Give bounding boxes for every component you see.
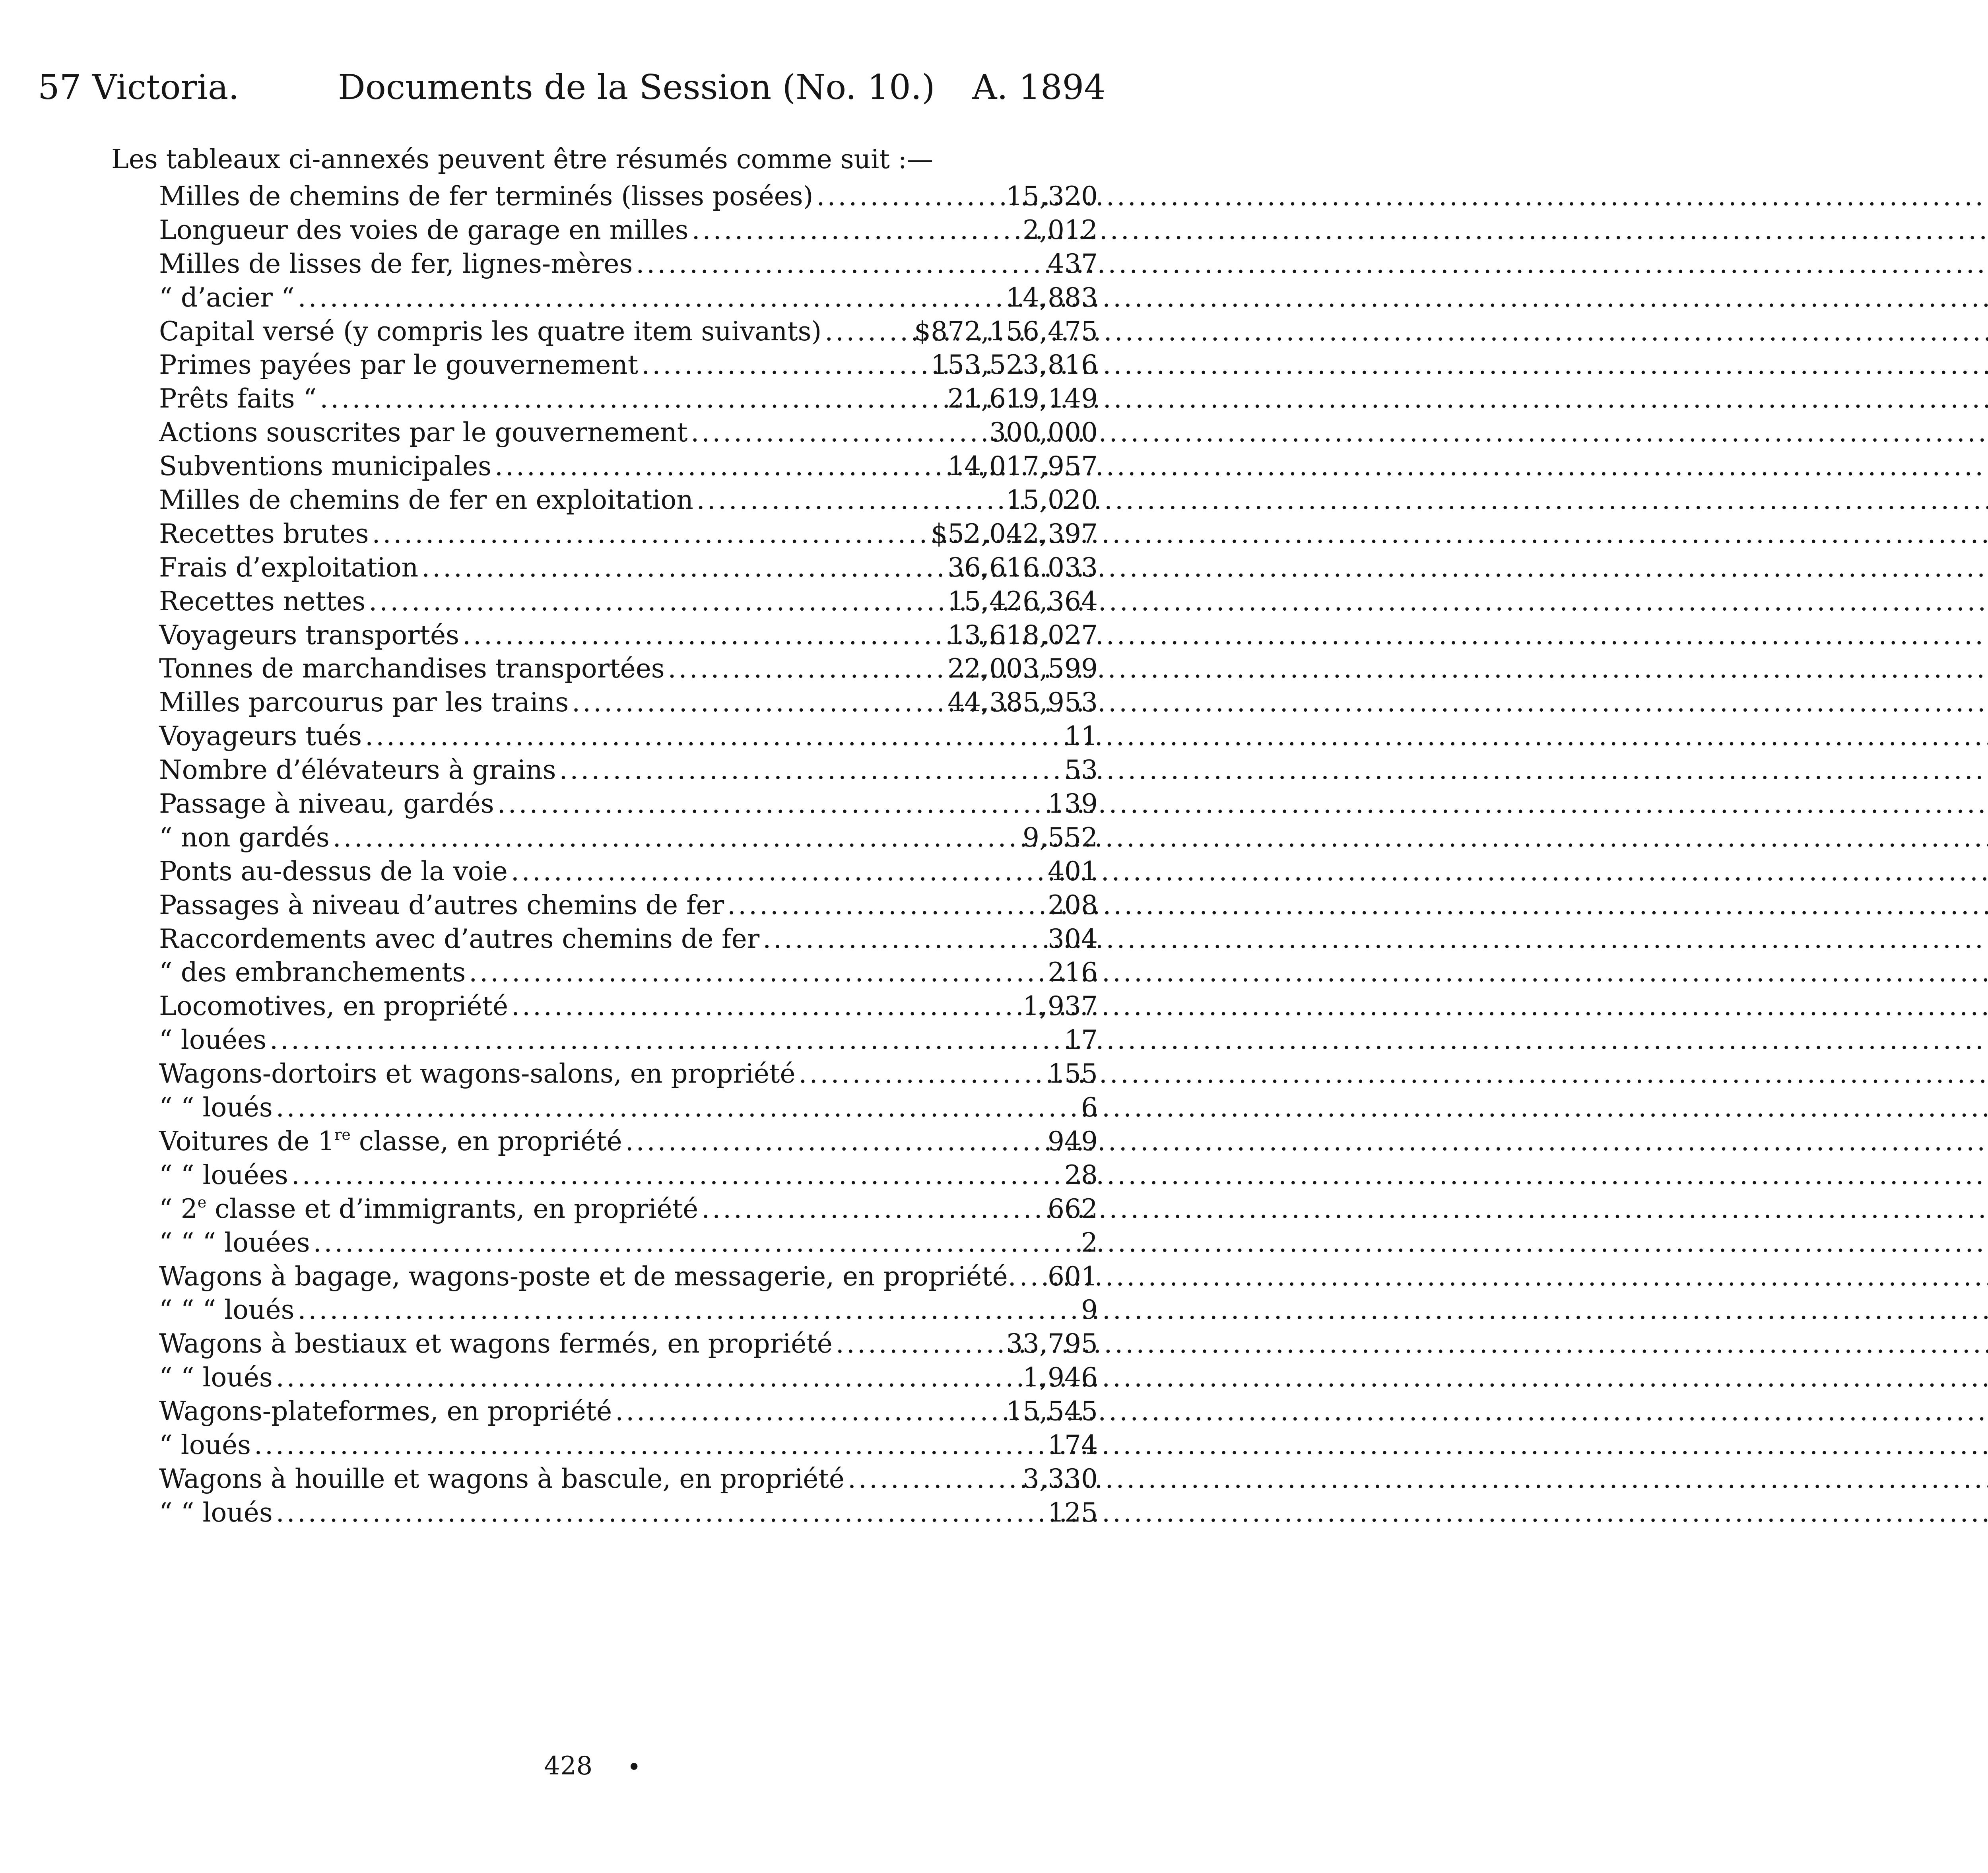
row-label	[159, 890, 926, 920]
row-label-text: Wagons à houille et wagons à bascule, en propriété	[159, 1463, 845, 1494]
row-label-text: Wagons à bestiaux et wagons fermés, en propriété	[159, 1328, 833, 1359]
row-label-text: “ d’acier “	[159, 282, 295, 313]
intro-text: Les tableaux ci-annexés peuvent être résumés comme suit :—	[111, 144, 933, 175]
row-label	[159, 417, 926, 448]
table-row	[0, 1325, 1177, 1359]
table-row	[0, 212, 1177, 245]
row-label	[159, 1092, 926, 1123]
row-label	[159, 1261, 1016, 1292]
dot-leader	[556, 755, 1988, 785]
table-row	[0, 954, 1177, 988]
table-row	[0, 1359, 1177, 1393]
row-value: 3,330	[1023, 1463, 1098, 1494]
row-label-text: Recettes nettes	[159, 586, 366, 617]
row-label-text: “ 2e classe et d’immigrants, en propriété	[159, 1193, 699, 1224]
row-label	[159, 1025, 926, 1055]
row-label	[159, 451, 926, 481]
row-label	[159, 282, 926, 313]
row-label-text: “ “ loués	[159, 1092, 273, 1123]
row-label	[159, 181, 926, 212]
row-value: 15,320	[1006, 181, 1098, 212]
row-label	[159, 1126, 926, 1157]
row-label	[159, 1362, 926, 1393]
dot-leader	[310, 1227, 1988, 1258]
summary-table	[0, 178, 1177, 1528]
dot-leader	[491, 451, 1988, 481]
row-label	[159, 856, 926, 887]
table-row	[0, 887, 1177, 920]
row-label-text: “ “ “ louées	[159, 1227, 310, 1258]
header-center: Documents de la Session (No. 10.)	[338, 68, 935, 107]
row-label	[159, 1328, 926, 1359]
row-value: 44,385,953	[947, 687, 1098, 718]
row-label-text: “ louées	[159, 1025, 267, 1056]
row-value: 17	[1064, 1025, 1098, 1056]
dot-leader	[724, 890, 1988, 920]
row-label-text: Actions souscrites par le gouvernement	[159, 417, 688, 448]
row-label	[159, 586, 926, 617]
table-row	[0, 1055, 1177, 1089]
row-value: 33,795	[1006, 1328, 1098, 1359]
row-value: 139	[1048, 788, 1098, 819]
dot-leader	[295, 282, 1988, 313]
row-label-text: Tonnes de marchandises transportées	[159, 653, 665, 684]
dot-leader	[266, 1025, 1988, 1055]
row-label-text: Ponts au-dessus de la voie	[159, 856, 508, 887]
table-row	[0, 853, 1177, 887]
row-value: 208	[1048, 889, 1098, 920]
row-label	[159, 552, 926, 583]
row-value: 9	[1081, 1295, 1098, 1326]
dot-leader	[251, 1430, 1988, 1460]
dot-leader	[494, 788, 1988, 819]
table-row	[0, 414, 1177, 448]
running-header	[0, 60, 1177, 115]
dot-leader	[273, 1497, 1988, 1528]
row-value: 174	[1048, 1429, 1098, 1460]
table-row	[0, 1157, 1177, 1190]
row-label-text: “ “ loués	[159, 1362, 273, 1393]
row-label-text: Voitures de 1re classe, en propriété	[159, 1126, 622, 1157]
row-label-text: Wagons-plateformes, en propriété	[159, 1396, 612, 1427]
table-row	[0, 448, 1177, 481]
table-row	[0, 617, 1177, 650]
row-value: 15,545	[1006, 1396, 1098, 1427]
row-value: 15,426,364	[947, 586, 1098, 617]
row-label	[159, 991, 926, 1021]
table-row	[0, 245, 1177, 279]
table-row	[0, 1393, 1177, 1427]
row-label-text: Milles de lisses de fer, lignes-mères	[159, 248, 633, 279]
table-row	[0, 1258, 1177, 1292]
row-value: 401	[1048, 856, 1098, 887]
table-row	[0, 751, 1177, 785]
row-label	[159, 620, 926, 650]
table-row	[0, 313, 1177, 347]
row-value: 22,003,599	[947, 653, 1098, 684]
table-row	[0, 1460, 1177, 1494]
row-label	[159, 957, 926, 988]
dot-leader	[698, 1194, 1988, 1224]
dot-leader	[622, 1126, 1988, 1157]
page-number: 428	[544, 1751, 593, 1781]
dot-leader	[330, 822, 1988, 853]
row-label-text: Milles de chemins de fer en exploitation	[159, 485, 693, 516]
row-value: 28	[1064, 1159, 1098, 1190]
row-label	[159, 1160, 926, 1190]
row-value: 11	[1064, 721, 1098, 752]
row-label-text: “ “ “ loués	[159, 1295, 295, 1326]
row-value: 601	[1048, 1261, 1098, 1292]
dot-leader	[508, 991, 1988, 1021]
row-label	[159, 485, 926, 515]
row-value: 437	[1048, 248, 1098, 279]
row-label	[159, 1058, 926, 1089]
row-label-text: Capital versé (y compris les quatre item suivants)	[159, 316, 822, 347]
table-row	[0, 515, 1177, 549]
row-value: 949	[1048, 1126, 1098, 1157]
dot-leader	[845, 1463, 1988, 1494]
row-label-text: “ “ loués	[159, 1497, 273, 1528]
row-label	[159, 1430, 926, 1460]
row-value: 2	[1081, 1227, 1098, 1258]
row-label-text: Frais d’exploitation	[159, 552, 419, 583]
dot-leader	[1016, 1261, 1988, 1292]
dot-leader	[813, 181, 1988, 212]
table-row	[0, 920, 1177, 954]
dot-leader	[633, 248, 1988, 279]
table-row	[0, 718, 1177, 751]
table-row	[0, 549, 1177, 583]
row-label	[159, 1497, 926, 1528]
dot-leader	[796, 1058, 1988, 1089]
row-label-text: Voyageurs tués	[159, 721, 362, 752]
row-label-text: Milles de chemins de fer terminés (lisses posées)	[159, 181, 813, 212]
dot-leader	[273, 1362, 1988, 1393]
row-value: 21,619,149	[947, 383, 1098, 414]
row-label-text: Recettes brutes	[159, 518, 369, 549]
table-row	[0, 1021, 1177, 1055]
dot-leader	[365, 586, 1988, 617]
row-label	[159, 1295, 926, 1325]
row-value: 153,523,816	[931, 349, 1098, 380]
row-value: 300,000	[989, 417, 1098, 448]
dot-leader	[689, 215, 1988, 245]
table-row	[0, 988, 1177, 1021]
table-row	[0, 583, 1177, 617]
row-label	[159, 755, 926, 785]
dot-leader	[362, 721, 1988, 751]
header-right: A. 1894	[972, 68, 1106, 107]
dot-leader	[294, 1295, 1988, 1325]
footer-mark: •	[627, 1753, 641, 1781]
table-row	[0, 1494, 1177, 1528]
row-value: 304	[1048, 923, 1098, 954]
row-value: 662	[1048, 1193, 1098, 1224]
table-row	[0, 785, 1177, 819]
dot-leader	[508, 856, 1988, 887]
row-value: 1,946	[1023, 1362, 1098, 1393]
row-value: 125	[1048, 1497, 1098, 1528]
dot-leader	[687, 417, 1988, 448]
row-label-text: Nombre d’élévateurs à grains	[159, 755, 556, 786]
row-label	[159, 1194, 926, 1224]
table-row	[0, 346, 1177, 380]
table-row	[0, 684, 1177, 718]
row-label	[159, 215, 926, 245]
dot-leader	[612, 1396, 1988, 1427]
row-label-text: “ des embranchements	[159, 957, 466, 988]
table-row	[0, 650, 1177, 684]
dot-leader	[316, 383, 1988, 414]
row-label-text: Wagons-dortoirs et wagons-salons, en propriété	[159, 1058, 796, 1089]
dot-leader	[273, 1092, 1988, 1123]
dot-leader	[288, 1160, 1988, 1190]
dot-leader	[466, 957, 1988, 988]
row-label	[159, 653, 926, 684]
row-label	[159, 1227, 926, 1258]
header-left: 57 Victoria.	[38, 68, 239, 107]
row-value: 2,012	[1023, 214, 1098, 245]
table-row	[0, 1123, 1177, 1157]
table-row	[0, 1190, 1177, 1224]
dot-leader	[759, 924, 1988, 954]
row-value: 53	[1064, 755, 1098, 786]
row-label-text: Raccordements avec d’autres chemins de fer	[159, 923, 760, 954]
row-label	[159, 924, 926, 954]
table-row	[0, 178, 1177, 212]
table-row	[0, 380, 1177, 414]
row-value: 14,883	[1006, 282, 1098, 313]
row-label-text: “ loués	[159, 1429, 251, 1460]
row-label-text: Locomotives, en propriété	[159, 991, 509, 1022]
row-label	[159, 316, 926, 347]
table-row	[0, 481, 1177, 515]
dot-leader	[369, 518, 1988, 549]
row-label-text: Subventions municipales	[159, 451, 491, 482]
table-row	[0, 1427, 1177, 1460]
row-label-text: Passages à niveau d’autres chemins de fer	[159, 889, 724, 920]
row-label	[159, 1396, 926, 1427]
table-row	[0, 1224, 1177, 1258]
row-label	[159, 788, 926, 819]
row-label	[159, 721, 926, 751]
row-value: 1,937	[1023, 991, 1098, 1022]
row-value: 15,020	[1006, 485, 1098, 516]
row-value: 155	[1048, 1058, 1098, 1089]
row-label-text: Milles parcourus par les trains	[159, 687, 569, 718]
row-value: 9,552	[1023, 822, 1098, 853]
row-label-text: Primes payées par le gouvernement	[159, 349, 639, 380]
dot-leader	[418, 552, 1988, 583]
row-value: 14,017,957	[947, 451, 1098, 482]
dot-leader	[459, 620, 1988, 650]
row-label-text: Passage à niveau, gardés	[159, 788, 494, 819]
row-value: 36,616.033	[947, 552, 1098, 583]
row-value: $52,042,397	[931, 518, 1098, 549]
row-label-text: “ non gardés	[159, 822, 330, 853]
row-label	[159, 518, 926, 549]
dot-leader	[638, 349, 1988, 380]
row-label	[159, 383, 926, 414]
dot-leader	[665, 653, 1988, 684]
row-label-text: Longueur des voies de garage en milles	[159, 214, 689, 245]
table-row	[0, 279, 1177, 313]
row-value: 13,618,027	[947, 619, 1098, 650]
table-row	[0, 1089, 1177, 1123]
row-label	[159, 687, 926, 718]
row-label	[159, 248, 926, 279]
row-value: 6	[1081, 1092, 1098, 1123]
row-label	[159, 1463, 926, 1494]
row-label	[159, 822, 926, 853]
row-value: 216	[1048, 957, 1098, 988]
dot-leader	[693, 485, 1988, 515]
row-label-text: Prêts faits “	[159, 383, 317, 414]
dot-leader	[569, 687, 1988, 718]
row-label	[159, 349, 926, 380]
row-label-text: “ “ louées	[159, 1159, 288, 1190]
row-value: $872,156,475	[914, 316, 1098, 347]
table-row	[0, 1291, 1177, 1325]
row-label-text: Voyageurs transportés	[159, 619, 459, 650]
row-label-text: Wagons à bagage, wagons-poste et de messagerie, en propriété.	[159, 1261, 1016, 1292]
table-row	[0, 819, 1177, 853]
